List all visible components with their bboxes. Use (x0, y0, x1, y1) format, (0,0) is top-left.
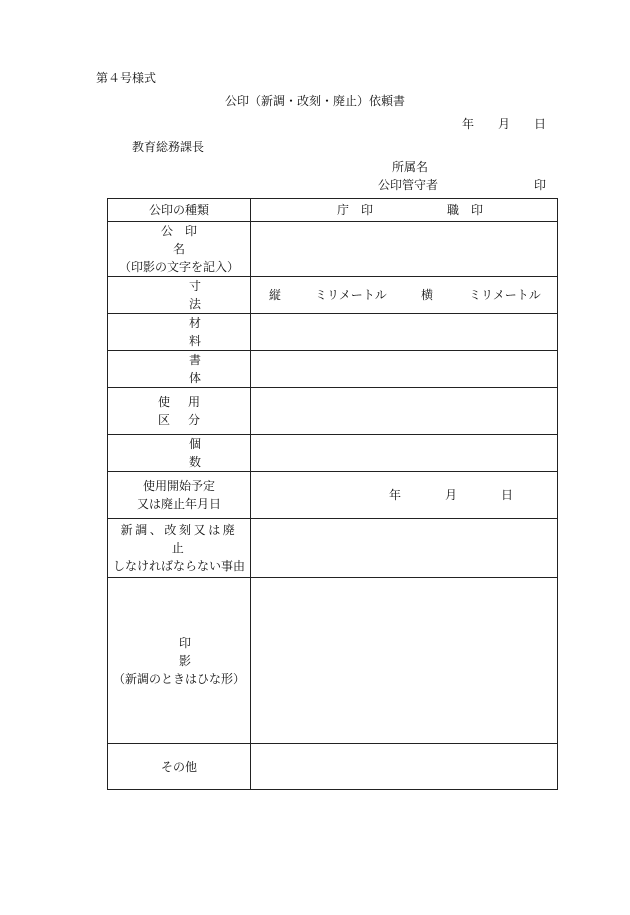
label-seal-name-line2: （印影の文字を記入） (118, 260, 239, 274)
row-impression (108, 578, 558, 744)
seal-mark: 印 (534, 178, 547, 192)
label-reason-line2: しなければならない事由 (112, 559, 245, 573)
label-count: 個数 (108, 435, 251, 472)
form-number: 第４号様式 (96, 71, 157, 85)
label-seal-name (108, 222, 251, 277)
row-other (108, 744, 558, 790)
field-seal-name[interactable] (251, 222, 558, 277)
field-reason[interactable] (251, 519, 558, 578)
start-date-month: 月 (444, 488, 457, 502)
label-usage: 使用区分 (108, 388, 251, 435)
label-font: 書体 (108, 351, 251, 388)
field-material[interactable] (251, 314, 558, 351)
row-count (108, 435, 558, 472)
start-date-day: 日 (500, 488, 513, 502)
date-line (462, 115, 546, 132)
field-seal-kind[interactable] (251, 199, 558, 222)
label-material: 材料 (108, 314, 251, 351)
label-size: 寸法 (108, 277, 251, 314)
row-size (108, 277, 558, 314)
seal-manager-label: 公印管守者 (378, 178, 439, 192)
field-impression[interactable] (251, 578, 558, 744)
field-size[interactable] (251, 277, 558, 314)
label-start-date (108, 472, 251, 519)
label-seal-name-line1: 公印名 (160, 224, 209, 256)
option-official-seal[interactable]: 職 印 (446, 203, 483, 217)
request-table (107, 198, 558, 790)
form-title: 公印（新調・改刻・廃止）依頼書 (224, 94, 405, 108)
row-seal-name (108, 222, 558, 277)
label-impression-line2: （新調のときはひな形） (112, 671, 245, 686)
row-seal-kind (108, 199, 558, 222)
department-label: 所属名 (392, 160, 429, 174)
addressee: 教育総務課長 (132, 140, 205, 154)
label-reason-line1: 新調、改刻又は廃止 (120, 523, 238, 555)
row-start-date (108, 472, 558, 519)
row-reason (108, 519, 558, 578)
size-unit-2: ミリメートル (469, 288, 541, 302)
option-office-seal[interactable]: 庁 印 (337, 203, 374, 217)
size-unit-1: ミリメートル (315, 288, 387, 302)
label-start-date-line2: 又は廃止年月日 (136, 497, 221, 511)
row-font (108, 351, 558, 388)
label-impression (108, 578, 251, 744)
field-other[interactable] (251, 744, 558, 790)
size-vertical-label: 縦 (269, 288, 282, 302)
row-usage (108, 388, 558, 435)
row-material (108, 314, 558, 351)
field-font[interactable] (251, 351, 558, 388)
date-day: 日 (533, 117, 546, 131)
label-reason (108, 519, 251, 578)
date-year: 年 (462, 117, 475, 131)
size-horizontal-label: 横 (421, 288, 434, 302)
start-date-year: 年 (389, 488, 402, 502)
label-impression-line1: 印影 (179, 635, 240, 668)
label-other: その他 (108, 744, 251, 790)
label-start-date-line1: 使用開始予定 (142, 479, 215, 493)
date-month: 月 (497, 117, 510, 131)
label-seal-kind: 公印の種類 (108, 199, 251, 222)
field-start-date[interactable] (251, 472, 558, 519)
field-usage[interactable] (251, 388, 558, 435)
field-count[interactable] (251, 435, 558, 472)
